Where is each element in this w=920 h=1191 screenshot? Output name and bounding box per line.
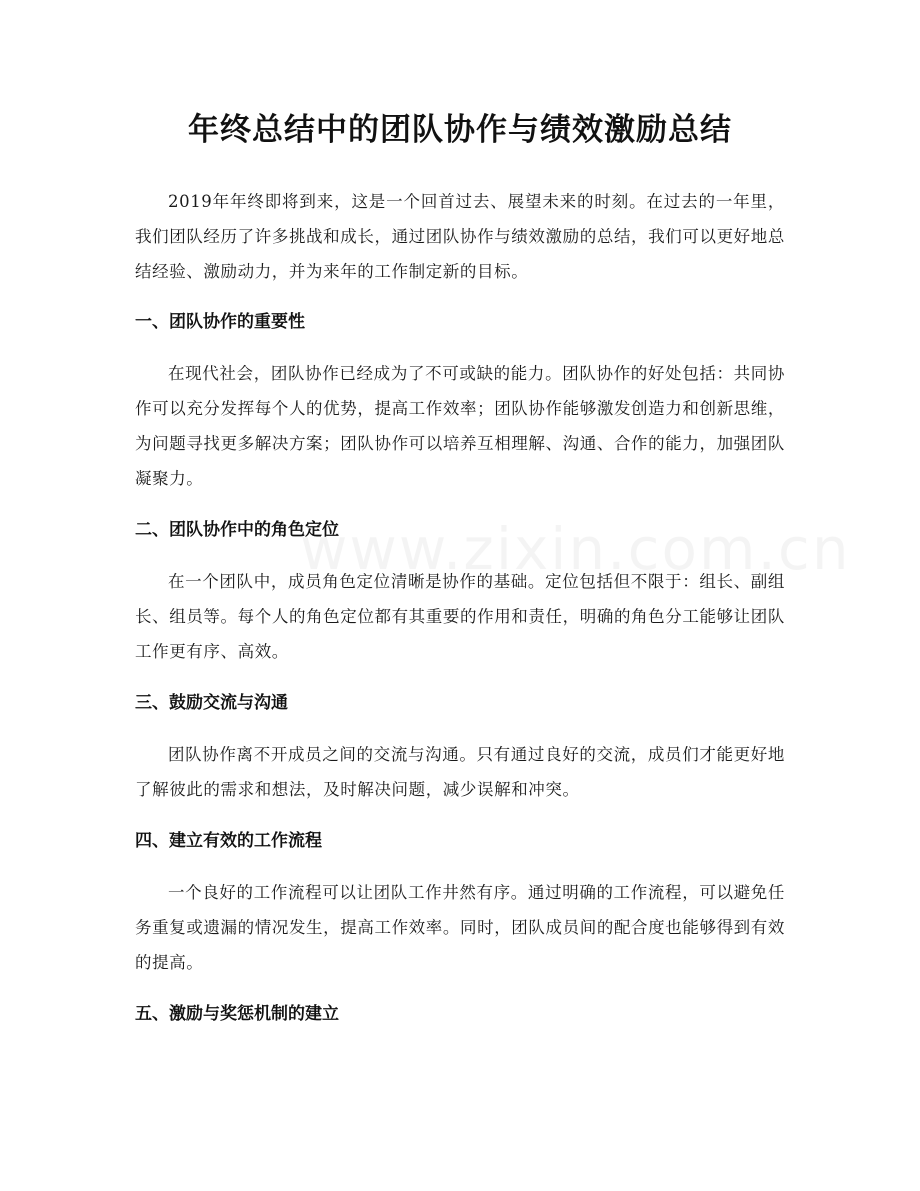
section-4-heading: 四、建立有效的工作流程 (135, 831, 322, 851)
section-1-paragraph: 在现代社会，团队协作已经成为了不可或缺的能力。团队协作的好处包括：共同协作可以充分发挥每个人的优势，提高工作效率；团队协作能够激发创造力和创新思维，为问题寻找更多解决方案；团队协作可以培养互相理解、沟通、合作的能力，加强团队凝聚力。 (135, 364, 785, 488)
section-1-heading: 一、团队协作的重要性 (135, 312, 305, 332)
section-5-heading: 五、激励与奖惩机制的建立 (135, 1004, 339, 1024)
section-4-paragraph: 一个良好的工作流程可以让团队工作井然有序。通过明确的工作流程，可以避免任务重复或遗漏的情况发生，提高工作效率。同时，团队成员间的配合度也能够得到有效的提高。 (135, 883, 785, 972)
section-3-paragraph: 团队协作离不开成员之间的交流与沟通。只有通过良好的交流，成员们才能更好地了解彼此的需求和想法，及时解决问题，减少误解和冲突。 (135, 745, 785, 799)
document-title: 年终总结中的团队协作与绩效激励总结 (188, 112, 732, 148)
section-3-heading: 三、鼓励交流与沟通 (135, 693, 288, 713)
section-2-paragraph: 在一个团队中，成员角色定位清晰是协作的基础。定位包括但不限于：组长、副组长、组员等。每个人的角色定位都有其重要的作用和责任，明确的角色分工能够让团队工作更有序、高效。 (135, 572, 785, 661)
intro-paragraph: 2019年年终即将到来，这是一个回首过去、展望未来的时刻。在过去的一年里，我们团队经历了许多挑战和成长，通过团队协作与绩效激励的总结，我们可以更好地总结经验、激励动力，并为来年的工作制定新的目标。 (135, 192, 785, 281)
section-2-heading: 二、团队协作中的角色定位 (135, 520, 339, 540)
